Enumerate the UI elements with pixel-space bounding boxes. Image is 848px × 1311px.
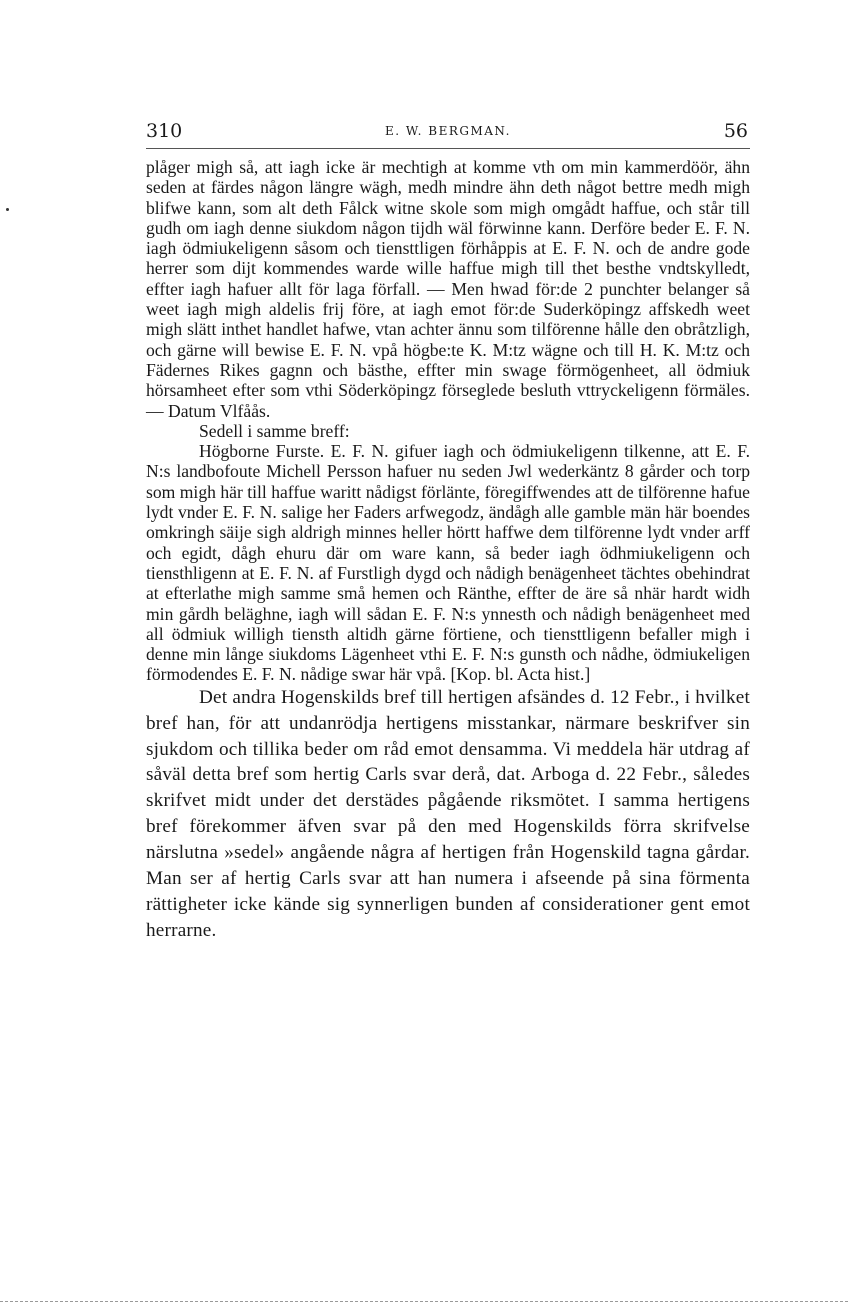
page-number-right: 56 [723,120,748,142]
scan-edge-line [0,1301,848,1302]
commentary-paragraph: Det andra Hogenskilds bref till hertigen afsändes d. 12 Febr., i hvilket bref han, för att undanrödja hertigens misstankar, närmare beskrifver sin sjukdom och tillika beder om råd emot densamma. Vi meddela här utdrag af såväl detta bref som hertig Carls svar derå, dat. Arboga d. 22 Febr., således skrifvet midt under det derstädes pågående riksmötet. I samma hertigens bref förekommer äfven svar på den med Hogenskilds förra skrifvelse närslutna »sedel» angående några af hertigen från Hogenskild tagna gårdar. Man ser af hertig Carls svar att han numera i afseende på sina förmenta rättigheter icke kände sig synnerligen bunden af considerationer gent emot herrarne. [146,686,750,941]
page-header [146,118,750,146]
sedell-paragraph: Högborne Furste. E. F. N. gifuer iagh och ödmiukeligenn tilkenne, att E. F. N:s landbofoute Michell Persson hafuer nu seden Jwl wederkäntz 8 gårder och torp som migh här till haffue waritt nådigst förlänte, föregiffwendes att de tilförenne hafue lydt vnder E. F. N. salige her Faders arfwegodz, ändågh alle gamble män här boendes omkringh säije sigh aldrigh minnes heller hörtt haffwe dem tilförenne lydt vnder arff och egidt, dågh ehuru där om ware kann, så beder iagh ödhmiukeligenn och tiensthligenn at E. F. N. af Furstligh dygd och nådigh benägenheet tächtes obehindrat at efterlathe migh samme små hemen och Ränthe, effter de äre så nhär hardt widh min gårdh beläghne, iagh will sådan E. F. N:s ynnesth och nådigh benägenheet med all ödmiuk willigh tiensth altidh gärne förtiene, och tiensttligenn befaller migh i denne min långe siukdoms Lägenheet vthi E. F. N:s gunsth och nådhe, ödmiukeligen förmodendes E. F. N. nådige swar här vpå. [Kop. bl. Acta hist.] [146,441,750,685]
letter-paragraph: plåger migh så, att iagh icke är mechtigh at komme vth om min kammerdöör, ähn seden at färdes någon längre wägh, medh mindre ähn deth något bettre medh migh blifwe kann, som alt deth Fålck witne skole som migh omgådt haffue, och står till gudh om iagh denne siukdom någon tijdh wäl förwinne kann. Derföre beder E. F. N. iagh ödmiukeligenn såsom och tiensttligen förhåppis at E. F. N. och de andre gode herrer som dijt kommendes warde wille haffue migh till thet besthe vndtskylledt, effter iagh hafuer allt för laga förfall. — Men hwad för:de 2 punchter belanger så weet iagh migh aldelis frij före, at iagh emot för:de Suderköpingz affskedh weet migh slätt inthet handlet hafwe, vtan achter ännu som tilförenne hålle den obråtzligh, och gärne will bewise E. F. N. vpå högbe:te K. M:tz wägne och till H. K. M:tz och Fädernes Rikes gagnn och bästhe, effter min swage förmögenheet, all ödmiuk hörsamheet efter som vthi Söderköpingz förseglede besluth vttryckeligenn förmäles. — Datum Vlfåås. [146,157,750,421]
running-title: E. W. BERGMAN. [385,124,511,138]
page-body [146,157,750,944]
page-number-left: 310 [146,120,183,142]
header-rule [146,148,750,149]
sedell-heading: Sedell i samme breff: [199,420,350,441]
margin-mark [6,208,9,211]
